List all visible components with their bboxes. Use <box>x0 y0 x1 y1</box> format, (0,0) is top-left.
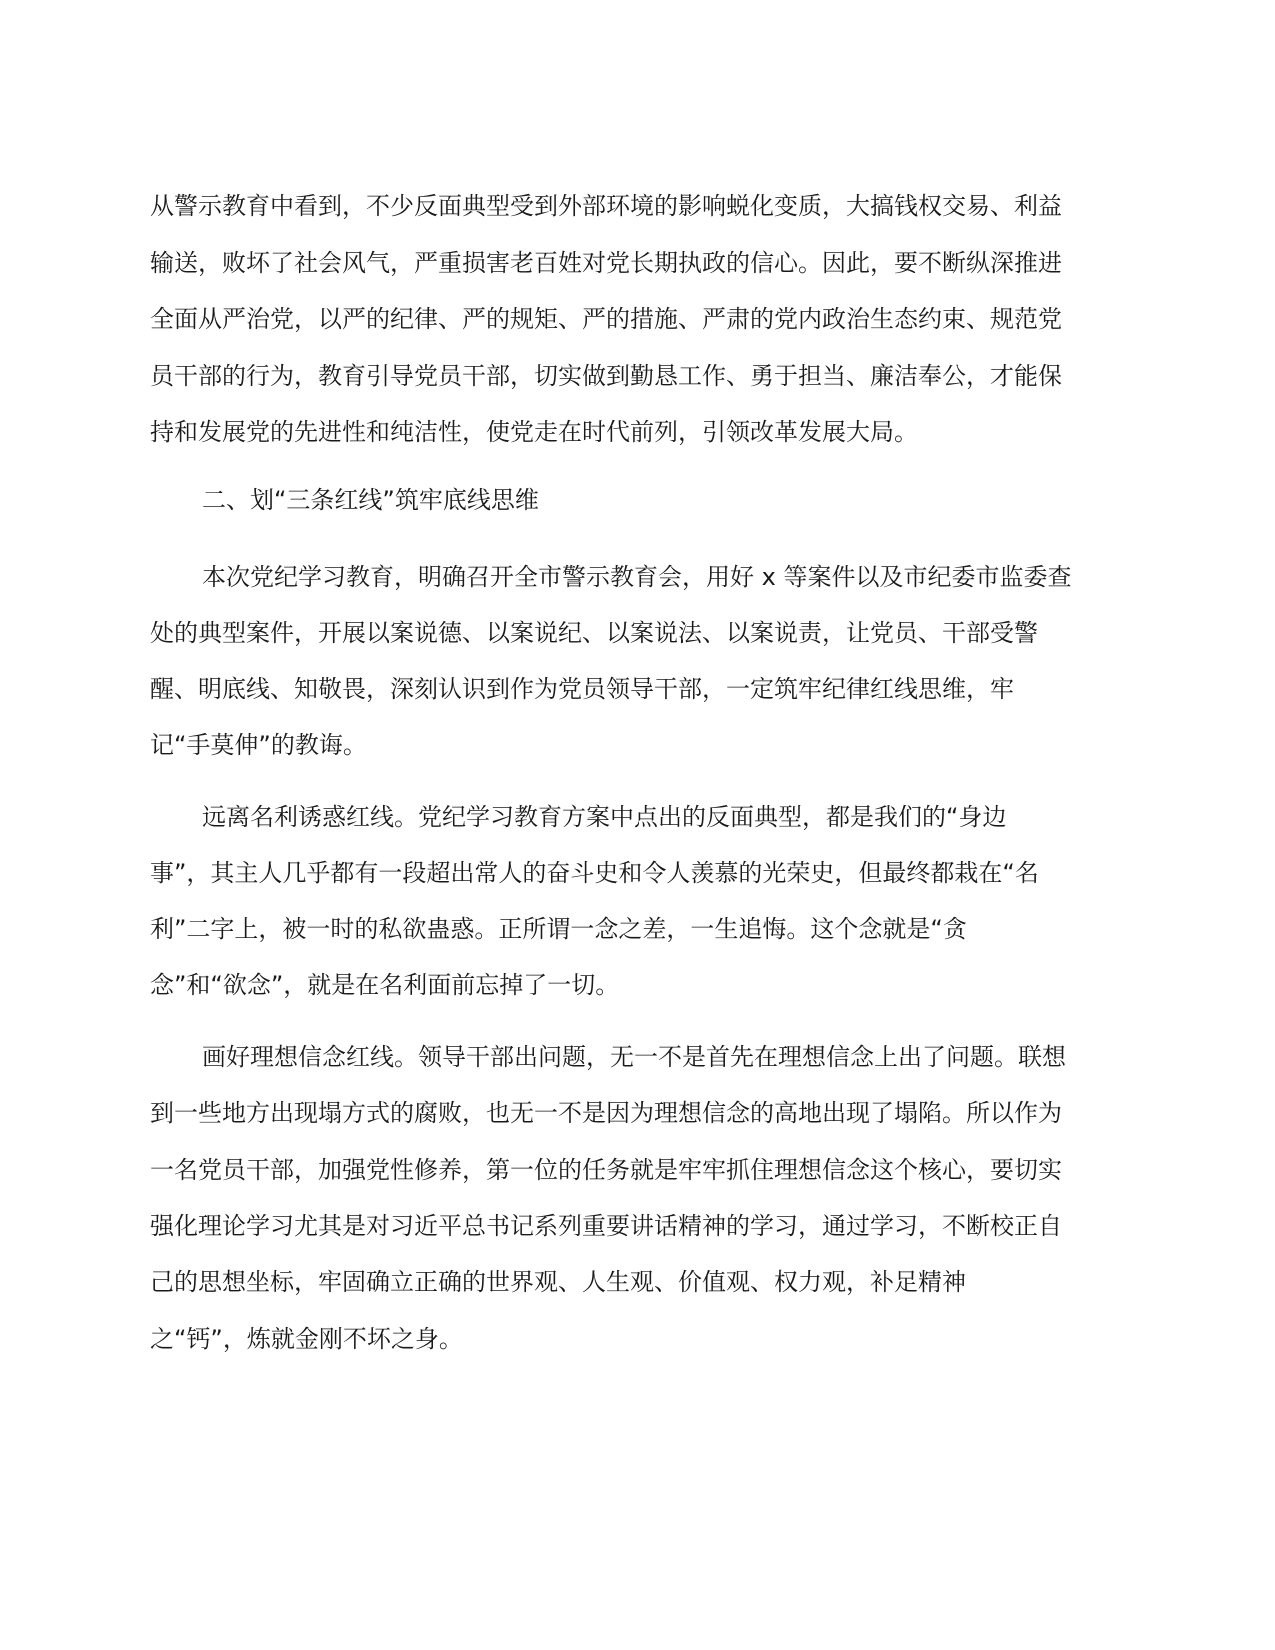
paragraph-4-line-5: 己的思想坐标，牢固确立正确的世界观、人生观、价值观、权力观，补足精神 <box>150 1268 966 1296</box>
paragraph-4-line-6: 之“钙”，炼就金刚不坏之身。 <box>150 1325 463 1353</box>
paragraph-1-line-2: 输送，败坏了社会风气，严重损害老百姓对党长期执政的信心。因此，要不断纵深推进 <box>150 249 1062 277</box>
paragraph-2-line-2: 处的典型案件，开展以案说德、以案说纪、以案说法、以案说责，让党员、干部受警 <box>150 619 1038 647</box>
paragraph-4-line-2: 到一些地方出现塌方式的腐败，也无一不是因为理想信念的高地出现了塌陷。所以作为 <box>150 1099 1062 1127</box>
paragraph-2-line-3: 醒、明底线、知敬畏，深刻认识到作为党员领导干部，一定筑牢纪律红线思维，牢 <box>150 675 1014 703</box>
paragraph-3-line-1: 远离名利诱惑红线。党纪学习教育方案中点出的反面典型，都是我们的“身边 <box>202 803 1007 831</box>
paragraph-4-line-1: 画好理想信念红线。领导干部出问题，无一不是首先在理想信念上出了问题。联想 <box>202 1043 1066 1071</box>
paragraph-4-line-4: 强化理论学习尤其是对习近平总书记系列重要讲话精神的学习，通过学习，不断校正自 <box>150 1212 1062 1240</box>
paragraph-1-line-1: 从警示教育中看到，不少反面典型受到外部环境的影响蜕化变质，大搞钱权交易、利益 <box>150 192 1062 220</box>
paragraph-2-line-4: 记“手莫伸”的教诲。 <box>150 731 367 759</box>
paragraph-1-line-5: 持和发展党的先进性和纯洁性，使党走在时代前列，引领改革发展大局。 <box>150 418 918 446</box>
paragraph-3-line-3: 利”二字上，被一时的私欲蛊惑。正所谓一念之差，一生追悔。这个念就是“贪 <box>150 915 967 943</box>
paragraph-2-line-1: 本次党纪学习教育，明确召开全市警示教育会，用好 x 等案件以及市纪委市监委查 <box>202 563 1072 591</box>
section-heading: 二、划“三条红线”筑牢底线思维 <box>202 486 539 514</box>
paragraph-1-line-3: 全面从严治党，以严的纪律、严的规矩、严的措施、严肃的党内政治生态约束、规范党 <box>150 305 1062 333</box>
paragraph-3-line-4: 念”和“欲念”，就是在名利面前忘掉了一切。 <box>150 971 620 999</box>
paragraph-1-line-4: 员干部的行为，教育引导党员干部，切实做到勤恳工作、勇于担当、廉洁奉公，才能保 <box>150 362 1062 390</box>
paragraph-4-line-3: 一名党员干部，加强党性修养，第一位的任务就是牢牢抓住理想信念这个核心，要切实 <box>150 1156 1062 1184</box>
paragraph-3-line-2: 事”，其主人几乎都有一段超出常人的奋斗史和令人羡慕的光荣史，但最终都栽在“名 <box>150 859 1039 887</box>
